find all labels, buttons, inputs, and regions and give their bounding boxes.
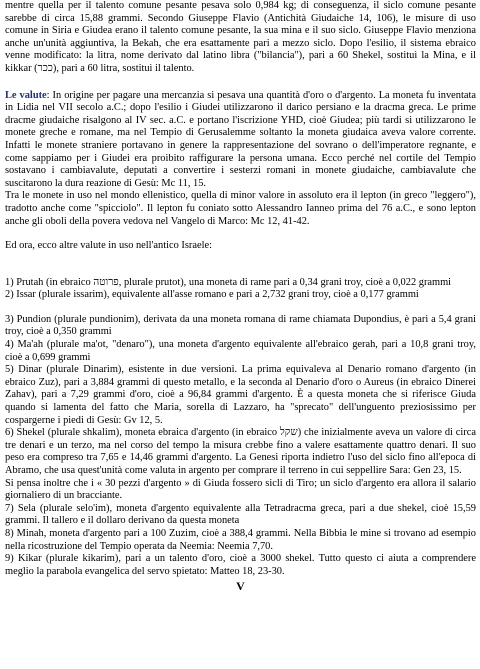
list-item: 2) Issar (plurale issarim), equivalente all'asse romano e pari a 2,732 grani troy, cioè a 0,177 grammi	[5, 289, 419, 301]
lepton-paragraph: Tra le monete in uso nel mondo ellenistico, quella di minor valore in assoluto era il lepton (in greco "leggero"), tradotto anche come "spicciolo". Il lepton fu coniato sotto Alessandro Ianneo prima del 76 a.C., e sono lepton anche gli oboli della povera vedova nel Vangelo di Marco: Mc 12, 41-42.	[5, 190, 476, 227]
section-title: Le valute	[5, 89, 47, 101]
list-item: 8) Minah, moneta d'argento pari a 100 Zuzim, cioè a 388,4 grammi. Nella Bibbia le mine si trovano ad esempio nella ricostruzione del Tempio operata da Neemia: Neemia 7,70.	[5, 527, 476, 552]
list-item: 9) Kikar (plurale kikarim), pari a un talento d'oro, cioè a 3000 shekel. Tutto questo ci aiuta a comprendere meglio la parabola evangelica del servo spietato: Matteo 18, 23-30.	[5, 553, 476, 577]
list-item: 3) Pundion (plurale pundionim), derivata da una moneta romana di rame chiamata Dupondius, è pari a 5,4 grani troy, cioè a 0,350 grammi	[5, 313, 476, 338]
valute-paragraph	[5, 90, 476, 191]
list-item: 4) Ma'ah (plurale ma'ot, "denaro"), una moneta d'argento equivalente all'ebraico gerah, pari a 10,8 grani troy, cioè a 0,699 grammi	[5, 339, 476, 363]
altre-valute-intro: Ed ora, ecco altre valute in uso nell'antico Israele:	[5, 240, 212, 252]
valute-body: : In origine per pagare una mercanzia si pesava una quantità d'oro o d'argento. La moneta fu inventata in Lidia nel VII secolo a.C.; dopo l'esilio i Giudei utilizzarono il darico persiano e la dracma greca. Le prime dracme giudaiche risalgono al IV sec. a.C. e portano l'iscrizione YHD, cioè Giudea; più tardi si utilizzarono le monete greche e romane, ma nel Tempio di Gerusalemme soltanto la moneta giudaica aveva valore corrente. Infatti le monete straniere portavano in genere la rappresentazione del sovrano o dell'imperatore regnante, e come sappiamo per i Giudei era proibito raffigurare la persona umana. Ecco perché nel cortile del Tempio sostavano i cambiavalute, deputati a convertire i sesterzi romani in monete giudaiche, cambiavalute che suscitarono la dura reazione di Gesù: Mc 11, 15.	[5, 89, 476, 189]
list-item: Si pensa inoltre che i « 30 pezzi d'argento » di Giuda fossero sicli di Tiro; un siclo d'argento era allora il salario giornaliero di un bracciante.	[5, 477, 476, 502]
list-item: 1) Prutah (in ebraico פרוטה, plurale prutot), una moneta di rame pari a 0,34 grani troy, cioè a 0,022 grammi	[5, 276, 452, 288]
list-item: 6) Shekel (plurale shkalim), moneta ebraica d'argento (in ebraico שקל) che inizialmente aveva un valore di circa tre denari e un terzo, ma nel corso del tempo la misura crebbe fino a valere esattamente quattro denari. Il suo peso era compreso tra 7,65 e 14,46 grammi d'argento. La Genesi riporta indietro l'uso del siclo fino all'epoca di Abramo, che usa quest'unità come valuta in argento per comprare il terreno in cui seppellire Sara: Gen 23, 15.	[5, 427, 476, 476]
page-number: V	[236, 579, 245, 594]
intro-paragraph: mentre quella per il talento comune pesante pesava solo 0,984 kg; di conseguenza, il siclo comune pesante sarebbe di circa 15,88 grammi. Secondo Giuseppe Flavio (Antichità Giudaiche 14, 106), le misure di uso comune in Siria e Giudea erano il talento comune pesante, la sua mina e il suo siclo. Giuseppe Flavio menziona anche un'unità aggiuntiva, la Bekah, che era esattamente pari a mezzo siclo. Dopo l'esilio, il sistema ebraico venne modificato: la litra, nome derivato dal latino libra ("bilancia"), pari a 60 Shekel, sostituì la Mina, e il kikkar (ככר), pari a 60 litra, sostituì il talento.	[5, 0, 476, 74]
list-item: 7) Sela (plurale selo'im), moneta d'argento equivalente alla Tetradracma greca, pari a due shekel, cioè 15,59 grammi. Il tallero e il dollaro derivano da questa moneta	[5, 502, 476, 527]
list-item: 5) Dinar (plurale Dinarim), esistente in due versioni. La prima equivaleva al Denario romano d'argento (in ebraico Zuz), pari a 3,884 grammi di questo metallo, e la seconda al Denario d'oro o Aureus (in ebraico Dinerei Zahav), pari a 7,29 grammi d'oro, cioè a 96,84 grammi d'argento. È a questa moneta che si riferisce Giuda quando si lamenta del fatto che Maria, sorella di Lazzaro, ha "sprecato" dell'unguento preziosissimo per cospargerne i piedi di Gesù: Gv 12, 5.	[5, 364, 476, 426]
